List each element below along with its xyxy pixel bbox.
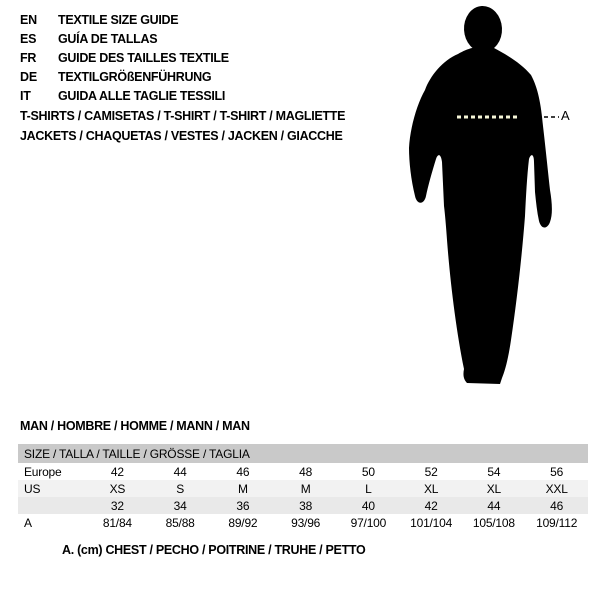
category-line-jackets: JACKETS / CHAQUETAS / VESTES / JACKEN / GIACCHE bbox=[20, 129, 343, 143]
table-cell: L bbox=[365, 481, 372, 496]
row-label bbox=[18, 497, 86, 514]
table-cell: M bbox=[300, 481, 311, 496]
language-list bbox=[20, 10, 229, 105]
language-row-it bbox=[20, 86, 229, 105]
table-cell: 46 bbox=[550, 498, 564, 513]
table-cell: 56 bbox=[550, 464, 564, 479]
table-row-us bbox=[18, 480, 588, 497]
table-cell: XL bbox=[423, 481, 439, 496]
language-label: GUIDA ALLE TAGLIE TESSILI bbox=[58, 88, 226, 103]
table-cell: 44 bbox=[173, 464, 187, 479]
language-code: FR bbox=[20, 50, 37, 65]
table-cell: XS bbox=[109, 481, 126, 496]
table-cell: 81/84 bbox=[102, 515, 132, 530]
table-row-numeric bbox=[18, 497, 588, 514]
table-cell: XXL bbox=[545, 481, 568, 496]
garment-categories bbox=[20, 106, 345, 146]
table-cell: 46 bbox=[236, 464, 250, 479]
language-label: GUIDE DES TAILLES TEXTILE bbox=[58, 50, 229, 65]
language-code: IT bbox=[20, 88, 31, 103]
row-label: A bbox=[24, 515, 32, 530]
language-row-de bbox=[20, 67, 229, 86]
table-header-row bbox=[18, 444, 588, 463]
category-line-tshirts: T-SHIRTS / CAMISETAS / T-SHIRT / T-SHIRT / MAGLIETTE bbox=[20, 109, 346, 123]
section-heading: MAN / HOMBRE / HOMME / MANN / MAN bbox=[20, 419, 250, 433]
table-cell: 54 bbox=[487, 464, 501, 479]
table-header-cell: SIZE / TALLA / TAILLE / GRÖSSE / TAGLIA bbox=[18, 444, 588, 463]
table-cell: 42 bbox=[110, 464, 124, 479]
man-figure bbox=[400, 0, 600, 390]
language-label: TEXTILE SIZE GUIDE bbox=[58, 12, 179, 27]
table-cell: 101/104 bbox=[410, 515, 453, 530]
table-cell: 36 bbox=[236, 498, 250, 513]
table-cell: 93/96 bbox=[291, 515, 321, 530]
language-code: ES bbox=[20, 31, 37, 46]
table-row-europe bbox=[18, 463, 588, 480]
measurement-footnote: A. (cm) CHEST / PECHO / POITRINE / TRUHE / PETTO bbox=[62, 543, 366, 557]
measure-label-a: A bbox=[561, 108, 570, 123]
man-silhouette bbox=[409, 48, 552, 384]
table-row-chest bbox=[18, 514, 588, 531]
table-cell: 44 bbox=[487, 498, 501, 513]
table-cell: 48 bbox=[299, 464, 313, 479]
table-cell: 50 bbox=[361, 464, 375, 479]
language-label: GUÍA DE TALLAS bbox=[58, 31, 158, 46]
table-cell: 85/88 bbox=[165, 515, 195, 530]
table-cell: 34 bbox=[173, 498, 187, 513]
table-cell: M bbox=[237, 481, 248, 496]
language-code: DE bbox=[20, 69, 37, 84]
table-cell: XL bbox=[486, 481, 502, 496]
table-cell: 52 bbox=[424, 464, 438, 479]
table-cell: 38 bbox=[299, 498, 313, 513]
language-label: TEXTILGRÖßENFÜHRUNG bbox=[58, 69, 212, 84]
size-table bbox=[18, 444, 588, 531]
man-head bbox=[463, 5, 503, 53]
table-cell: 32 bbox=[110, 498, 124, 513]
table-cell: 109/112 bbox=[536, 515, 578, 530]
table-cell: S bbox=[176, 481, 185, 496]
language-row-en bbox=[20, 10, 229, 29]
table-cell: 40 bbox=[361, 498, 375, 513]
language-row-fr bbox=[20, 48, 229, 67]
table-cell: 97/100 bbox=[350, 515, 387, 530]
table-cell: 105/108 bbox=[472, 515, 515, 530]
table-cell: 89/92 bbox=[228, 515, 258, 530]
table-cell: 42 bbox=[424, 498, 438, 513]
language-row-es bbox=[20, 29, 229, 48]
language-code: EN bbox=[20, 12, 37, 27]
row-label: Europe bbox=[24, 464, 62, 479]
row-label: US bbox=[24, 481, 41, 496]
